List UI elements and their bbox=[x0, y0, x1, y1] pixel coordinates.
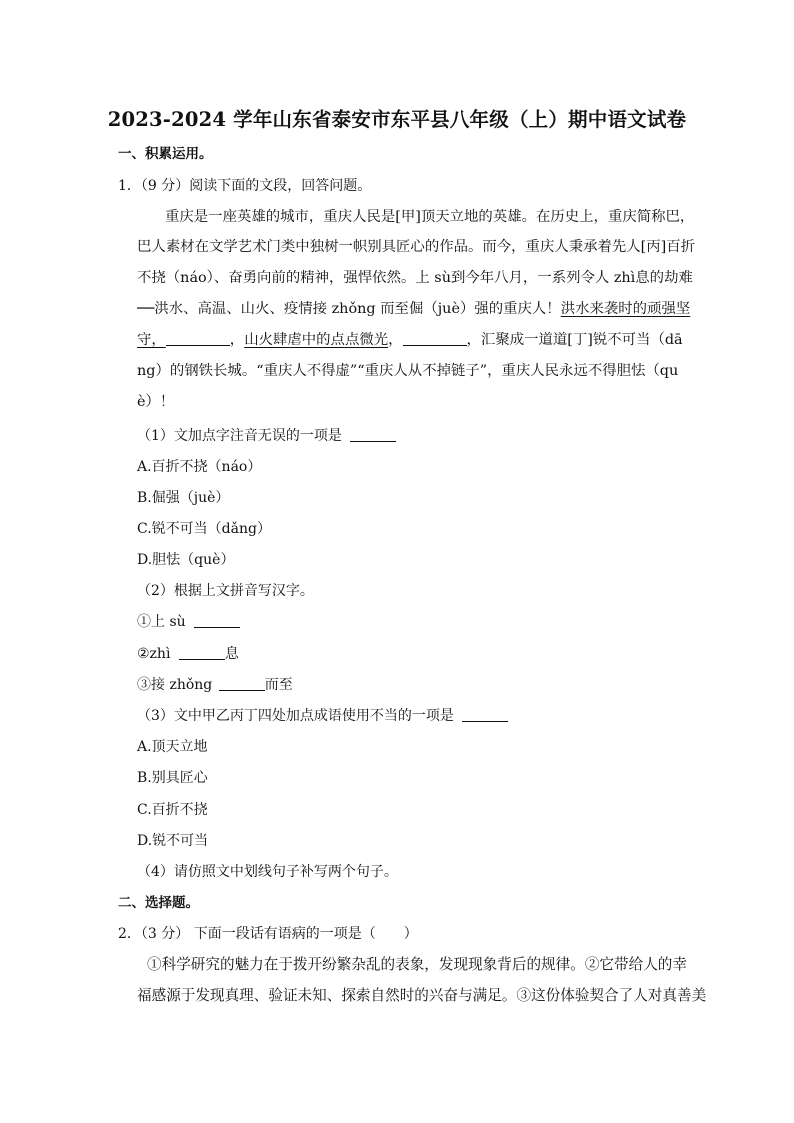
q1-passage-line-6: ng）的钢铁长城。“重庆人不得虚”“重庆人从不掉链子”，重庆人民永远不得胆怯（qu bbox=[137, 363, 679, 379]
q1-passage-line-7: è）！ bbox=[137, 394, 175, 410]
q1-sub1-option-b[interactable]: B.倔强（juè） bbox=[137, 490, 230, 506]
q1-sub1-option-c[interactable]: C.锐不可当（dǎng） bbox=[137, 521, 271, 537]
q1-stem: 1．（9 分）阅读下面的文段，回答问题。 bbox=[118, 178, 372, 194]
q2-passage-line-2: 福感源于发现真理、验证未知、探索自然时的兴奋与满足。③这份体验契合了人对真善美 bbox=[137, 987, 707, 1004]
q1-sub2-item-1 bbox=[137, 612, 240, 632]
answer-blank[interactable] bbox=[462, 707, 508, 722]
q1-sub1 bbox=[137, 426, 396, 446]
underlined-sentence-2: 山火肆虐中的点点微光 bbox=[244, 332, 389, 348]
q1-sub3-option-d[interactable]: D.锐不可当 bbox=[137, 833, 209, 849]
section-2-heading: 二、选择题。 bbox=[118, 895, 199, 911]
q2-passage-line-1: ①科学研究的魅力在于拨开纷繁杂乱的表象，发现现象背后的规律。②它带给人的幸 bbox=[147, 956, 687, 973]
suffix-text: 息 bbox=[224, 646, 239, 662]
pinyin-prompt: ②zhì bbox=[137, 646, 171, 662]
q1-passage-line-4 bbox=[137, 299, 691, 319]
q1-sub2: （2）根据上文拼音写汉字。 bbox=[137, 583, 314, 599]
q1-passage-line-3: 不挠（náo）、奋勇向前的精神，强悍依然。上 sù到今年八月，一系列令人 zhì息的劫难 bbox=[137, 270, 693, 286]
pinyin-prompt: ①上 sù bbox=[137, 614, 186, 630]
q1-passage-line-1: 重庆是一座英雄的城市，重庆人民是[甲]顶天立地的英雄。在历史上，重庆简称巴， bbox=[165, 209, 695, 225]
fill-blank-1[interactable] bbox=[166, 331, 230, 346]
q1-sub3-option-b[interactable]: B.别具匠心 bbox=[137, 770, 208, 786]
q1-passage-line-5-tail: ，汇聚成一道道[丁]锐不可当（dā bbox=[466, 332, 683, 348]
q1-sub3-text: （3）文中甲乙丙丁四处加点成语使用不当的一项是 bbox=[137, 708, 454, 724]
q1-passage-line-5 bbox=[137, 330, 683, 350]
q2-stem: 2．（3 分） 下面一段话有语病的一项是（ ） bbox=[118, 926, 418, 942]
section-1-heading: 一、积累运用。 bbox=[118, 146, 213, 162]
fill-blank-2[interactable] bbox=[403, 331, 467, 346]
q1-passage-line-2: 巴人素材在文学艺术门类中独树一帜别具匠心的作品。而今，重庆人秉承着先人[丙]百折 bbox=[137, 239, 696, 255]
answer-blank[interactable] bbox=[179, 645, 225, 660]
q1-sub1-option-a[interactable]: A.百折不挠（náo） bbox=[137, 459, 262, 475]
underlined-sentence-1a: 洪水来袭时的顽强坚 bbox=[560, 301, 691, 317]
answer-blank[interactable] bbox=[194, 613, 240, 628]
exam-title: 2023-2024 学年山东省泰安市东平县八年级（上）期中语文试卷 bbox=[107, 108, 687, 131]
answer-blank[interactable] bbox=[219, 676, 265, 691]
answer-blank[interactable] bbox=[350, 427, 396, 442]
underlined-sentence-1b: 守， bbox=[137, 332, 166, 348]
q1-passage-line-4-text: ──洪水、高温、山火、疫情接 zhǒng 而至倔（juè）强的重庆人！ bbox=[137, 301, 561, 317]
q1-sub2-item-3 bbox=[137, 675, 293, 695]
q1-sub2-item-2 bbox=[137, 644, 239, 664]
q1-sub3-option-c[interactable]: C.百折不挠 bbox=[137, 802, 208, 818]
q1-sub1-option-d[interactable]: D.胆怯（què） bbox=[137, 552, 235, 568]
q1-sub3-option-a[interactable]: A.顶天立地 bbox=[137, 739, 208, 755]
q1-sub4: （4）请仿照文中划线句子补写两个句子。 bbox=[137, 864, 398, 880]
q1-sub3 bbox=[137, 706, 508, 726]
pinyin-prompt: ③接 zhǒng bbox=[137, 677, 213, 693]
suffix-text: 而至 bbox=[264, 677, 293, 693]
comma: ， bbox=[229, 332, 245, 348]
q1-sub1-text: （1）文加点字注音无误的一项是 bbox=[137, 428, 342, 444]
comma: ， bbox=[388, 332, 403, 348]
